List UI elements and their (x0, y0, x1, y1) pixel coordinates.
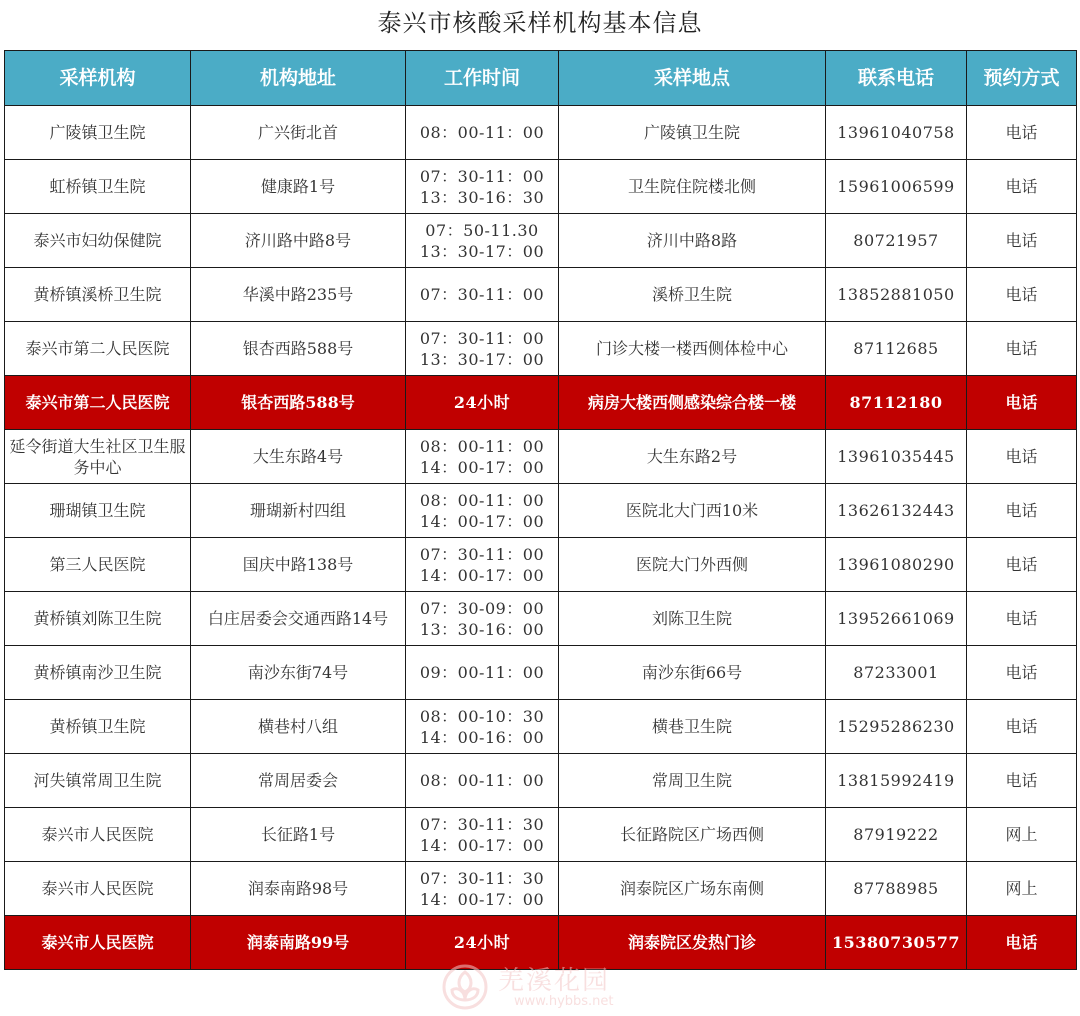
cell-hours (406, 754, 559, 808)
cell-hours (406, 916, 559, 970)
cell-hours (406, 322, 559, 376)
table-row (5, 430, 1077, 484)
cell-org: 泰兴市第二人民医院 (5, 322, 191, 376)
cell-site: 横巷卫生院 (559, 700, 826, 754)
hours-line: 24小时 (453, 393, 511, 412)
cell-org: 泰兴市人民医院 (5, 916, 191, 970)
cell-site: 医院大门外西侧 (559, 538, 826, 592)
cell-booking: 电话 (967, 646, 1077, 700)
cell-org: 第三人民医院 (5, 538, 191, 592)
cell-address: 南沙东街74号 (191, 646, 406, 700)
cell-org: 黄桥镇刘陈卫生院 (5, 592, 191, 646)
cell-site: 门诊大楼一楼西侧体检中心 (559, 322, 826, 376)
cell-org: 泰兴市人民医院 (5, 808, 191, 862)
cell-org: 泰兴市人民医院 (5, 862, 191, 916)
cell-booking: 电话 (967, 430, 1077, 484)
cell-phone: 15380730577 (826, 916, 967, 970)
cell-address: 长征路1号 (191, 808, 406, 862)
cell-org: 虹桥镇卫生院 (5, 160, 191, 214)
cell-org: 珊瑚镇卫生院 (5, 484, 191, 538)
cell-site: 济川中路8路 (559, 214, 826, 268)
cell-booking: 电话 (967, 484, 1077, 538)
cell-address: 横巷村八组 (191, 700, 406, 754)
cell-booking: 电话 (967, 268, 1077, 322)
cell-site: 病房大楼西侧感染综合楼一楼 (559, 376, 826, 430)
cell-address: 华溪中路235号 (191, 268, 406, 322)
cell-address: 济川路中路8号 (191, 214, 406, 268)
cell-phone: 87112180 (826, 376, 967, 430)
hours-line: 07：30-11：00 (419, 328, 545, 348)
cell-hours (406, 268, 559, 322)
table-row (5, 484, 1077, 538)
cell-site: 润泰院区发热门诊 (559, 916, 826, 970)
cell-site: 广陵镇卫生院 (559, 106, 826, 160)
table-row (5, 106, 1077, 160)
cell-org: 广陵镇卫生院 (5, 106, 191, 160)
hours-line: 07：30-11：30 (419, 814, 545, 834)
table-row (5, 214, 1077, 268)
cell-booking: 电话 (967, 214, 1077, 268)
cell-site: 润泰院区广场东南侧 (559, 862, 826, 916)
page-title: 泰兴市核酸采样机构基本信息 (377, 9, 703, 37)
cell-org: 黄桥镇南沙卫生院 (5, 646, 191, 700)
hours-line: 08：00-11：00 (419, 123, 545, 142)
cell-org: 泰兴市妇幼保健院 (5, 214, 191, 268)
cell-booking: 电话 (967, 592, 1077, 646)
cell-hours (406, 646, 559, 700)
cell-booking: 电话 (967, 538, 1077, 592)
cell-site: 溪桥卫生院 (559, 268, 826, 322)
cell-address: 国庆中路138号 (191, 538, 406, 592)
hours-line: 09：00-11：00 (419, 663, 545, 682)
cell-site: 长征路院区广场西侧 (559, 808, 826, 862)
cell-address: 银杏西路588号 (191, 376, 406, 430)
table-row (5, 268, 1077, 322)
table-row (5, 916, 1077, 970)
cell-address: 广兴街北首 (191, 106, 406, 160)
cell-hours (406, 160, 559, 214)
table-row (5, 538, 1077, 592)
cell-booking: 电话 (967, 106, 1077, 160)
cell-org: 泰兴市第二人民医院 (5, 376, 191, 430)
cell-hours (406, 538, 559, 592)
cell-booking: 电话 (967, 754, 1077, 808)
cell-phone: 13961040758 (826, 106, 967, 160)
hours-line: 13：30-16：30 (419, 187, 545, 207)
table-body (5, 106, 1077, 970)
cell-booking: 电话 (967, 700, 1077, 754)
table-row (5, 754, 1077, 808)
cell-hours (406, 808, 559, 862)
table-header-row (5, 51, 1077, 106)
hours-line: 14：00-17：00 (419, 889, 545, 909)
table-row (5, 808, 1077, 862)
cell-address: 健康路1号 (191, 160, 406, 214)
hours-line: 13：30-16：00 (419, 619, 545, 639)
cell-hours (406, 700, 559, 754)
cell-phone: 13852881050 (826, 268, 967, 322)
hours-line: 08：00-11：00 (419, 490, 545, 510)
cell-hours (406, 106, 559, 160)
hours-line: 07：30-11：00 (419, 285, 545, 304)
hours-line: 13：30-17：00 (419, 241, 545, 261)
watermark-name: 羌溪花园 (498, 966, 611, 996)
hours-line: 14：00-17：00 (419, 511, 545, 531)
cell-site: 医院北大门西10米 (559, 484, 826, 538)
cell-address: 润泰南路99号 (191, 916, 406, 970)
hours-line: 08：00-10：30 (419, 706, 545, 726)
cell-hours (406, 430, 559, 484)
sampling-institutions-table (4, 50, 1077, 970)
cell-address: 常周居委会 (191, 754, 406, 808)
hours-line: 08：00-11：00 (419, 436, 545, 456)
cell-address: 大生东路4号 (191, 430, 406, 484)
cell-phone: 87112685 (826, 322, 967, 376)
table-row (5, 376, 1077, 430)
cell-booking: 电话 (967, 160, 1077, 214)
cell-address: 白庄居委会交通西路14号 (191, 592, 406, 646)
hours-line: 24小时 (453, 933, 511, 952)
hours-line: 07：30-11：30 (419, 868, 545, 888)
hours-line: 07：30-11：00 (419, 166, 545, 186)
cell-phone: 13961080290 (826, 538, 967, 592)
cell-booking: 网上 (967, 862, 1077, 916)
cell-booking: 电话 (967, 322, 1077, 376)
cell-hours (406, 214, 559, 268)
cell-phone: 80721957 (826, 214, 967, 268)
cell-org: 河失镇常周卫生院 (5, 754, 191, 808)
table-row (5, 700, 1077, 754)
table-row (5, 862, 1077, 916)
cell-address: 银杏西路588号 (191, 322, 406, 376)
cell-site: 南沙东街66号 (559, 646, 826, 700)
cell-hours (406, 862, 559, 916)
column-header-address: 机构地址 (191, 51, 406, 106)
cell-org: 黄桥镇卫生院 (5, 700, 191, 754)
table-row (5, 592, 1077, 646)
cell-org: 黄桥镇溪桥卫生院 (5, 268, 191, 322)
hours-line: 14：00-17：00 (419, 457, 545, 477)
cell-org: 延令街道大生社区卫生服务中心 (5, 430, 191, 484)
cell-phone: 13952661069 (826, 592, 967, 646)
column-header-org: 采样机构 (5, 51, 191, 106)
cell-hours (406, 592, 559, 646)
cell-phone: 87788985 (826, 862, 967, 916)
hours-line: 14：00-17：00 (419, 565, 545, 585)
cell-phone: 13626132443 (826, 484, 967, 538)
cell-hours (406, 376, 559, 430)
cell-phone: 15295286230 (826, 700, 967, 754)
column-header-site: 采样地点 (559, 51, 826, 106)
cell-phone: 13961035445 (826, 430, 967, 484)
cell-phone: 15961006599 (826, 160, 967, 214)
cell-address: 珊瑚新村四组 (191, 484, 406, 538)
cell-hours (406, 484, 559, 538)
hours-line: 08：00-11：00 (419, 771, 545, 790)
cell-site: 卫生院住院楼北侧 (559, 160, 826, 214)
cell-address: 润泰南路98号 (191, 862, 406, 916)
hours-line: 07：30-11：00 (419, 544, 545, 564)
column-header-booking: 预约方式 (967, 51, 1077, 106)
cell-site: 大生东路2号 (559, 430, 826, 484)
cell-phone: 87233001 (826, 646, 967, 700)
table-row (5, 160, 1077, 214)
hours-line: 13：30-17：00 (419, 349, 545, 369)
cell-phone: 13815992419 (826, 754, 967, 808)
hours-line: 07：50-11.30 (425, 220, 539, 240)
column-header-hours: 工作时间 (406, 51, 559, 106)
cell-site: 刘陈卫生院 (559, 592, 826, 646)
cell-site: 常周卫生院 (559, 754, 826, 808)
cell-booking: 电话 (967, 916, 1077, 970)
table-row (5, 646, 1077, 700)
column-header-phone: 联系电话 (826, 51, 967, 106)
cell-phone: 87919222 (826, 808, 967, 862)
cell-booking: 电话 (967, 376, 1077, 430)
hours-line: 07：30-09：00 (419, 598, 545, 618)
watermark-url: www.hybbs.net (514, 994, 614, 1009)
hours-line: 14：00-17：00 (419, 835, 545, 855)
table-row (5, 322, 1077, 376)
cell-booking: 网上 (967, 808, 1077, 862)
hours-line: 14：00-16：00 (419, 727, 545, 747)
